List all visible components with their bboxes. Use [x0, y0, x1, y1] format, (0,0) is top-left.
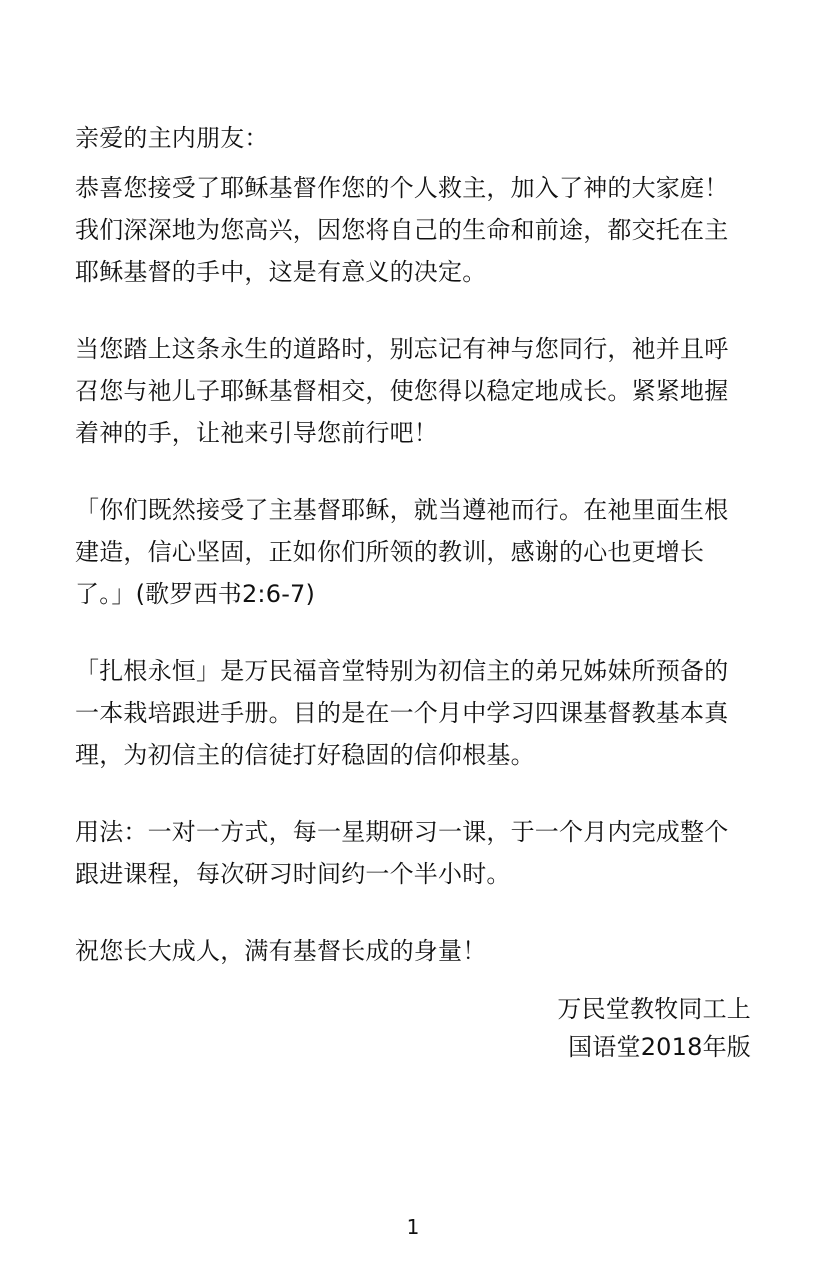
- signature-block: [557, 990, 751, 1066]
- page-number: 1: [406, 1215, 420, 1239]
- paragraph-blessing: [75, 930, 751, 972]
- text-line: 召您与祂儿子耶稣基督相交，使您得以稳定地成长。紧紧地握: [75, 377, 729, 405]
- text-line: 「你们既然接受了主基督耶稣，就当遵祂而行。在祂里面生根: [75, 496, 729, 524]
- signature-line-2: 国语堂2018年版: [568, 1033, 751, 1061]
- text-line: 建造，信心坚固，正如你们所领的教训，感谢的心也更增长: [75, 538, 705, 566]
- letter-body: [75, 117, 751, 972]
- paragraph-gap: [75, 895, 751, 930]
- paragraph-usage: [75, 811, 751, 895]
- text-line: 着神的手，让祂来引导您前行吧！: [75, 419, 438, 447]
- text-line: 了。」(歌罗西书2:6-7): [75, 580, 316, 608]
- text-line: 「扎根永恒」是万民福音堂特别为初信主的弟兄姊妹所预备的: [75, 657, 729, 685]
- paragraph-handbook-purpose: [75, 650, 751, 776]
- paragraph-congratulations: [75, 167, 751, 293]
- text-line: 用法：一对一方式，每一星期研习一课，于一个月内完成整个: [75, 818, 729, 846]
- text-line: 跟进课程，每次研习时间约一个半小时。: [75, 860, 511, 888]
- text-line: 理，为初信主的信徒打好稳固的信仰根基。: [75, 741, 535, 769]
- paragraph-gap: [75, 454, 751, 489]
- paragraph-gap: [75, 293, 751, 328]
- text-line: 祝您长大成人，满有基督长成的身量！: [75, 937, 487, 965]
- text-line: 当您踏上这条永生的道路时，别忘记有神与您同行，祂并且呼: [75, 335, 729, 363]
- text-line: 我们深深地为您高兴，因您将自己的生命和前途，都交托在主: [75, 216, 729, 244]
- text-line: 一本栽培跟进手册。目的是在一个月中学习四课基督教基本真: [75, 699, 729, 727]
- signature-line-1: 万民堂教牧同工上: [557, 995, 751, 1023]
- paragraph-gap: [75, 776, 751, 811]
- paragraph-gap: [75, 615, 751, 650]
- greeting: 亲爱的主内朋友：: [75, 124, 269, 152]
- paragraph-scripture-quote: [75, 489, 751, 615]
- text-line: 恭喜您接受了耶稣基督作您的个人救主，加入了神的大家庭！: [75, 174, 729, 202]
- text-line: 耶稣基督的手中，这是有意义的决定。: [75, 258, 487, 286]
- paragraph-walk-with-god: [75, 328, 751, 454]
